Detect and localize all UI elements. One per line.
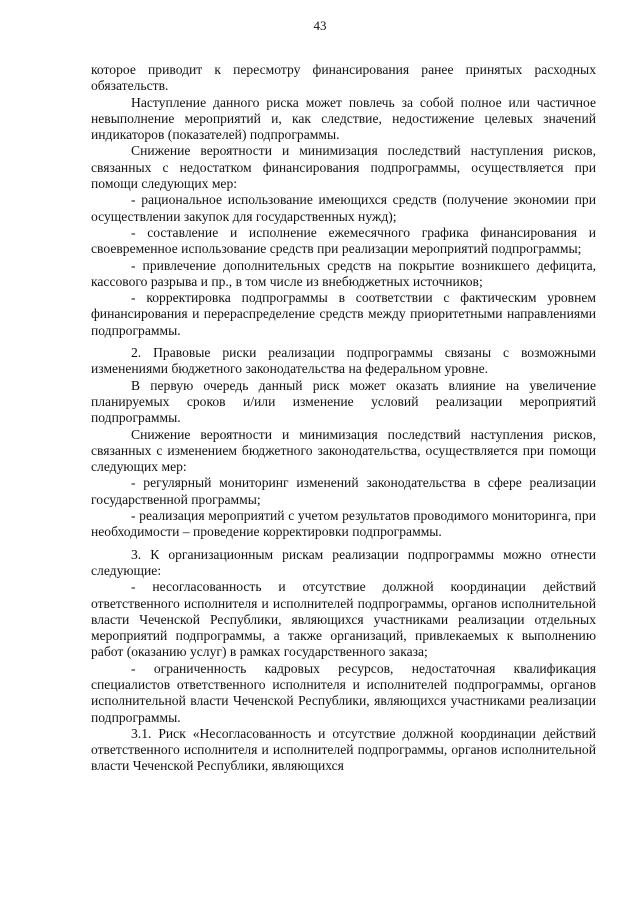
- paragraph: - рациональное использование имеющихся средств (получение экономии при осуществлении закупок для государственных нужд);: [91, 192, 596, 224]
- paragraph: - несогласованность и отсутствие должной координации действий ответственного исполнителя и исполнителей подпрограммы, органов исполнительной власти Чеченской Республики, являющихся участниками реализации отдельных мероприятий подпрограммы, а также организаций, привлекаемых к выполнению работ (оказанию услуг) в рамках государственного заказа;: [91, 579, 596, 660]
- paragraph: которое приводит к пересмотру финансирования ранее принятых расходных обязательств.: [91, 62, 596, 94]
- paragraph: - регулярный мониторинг изменений законодательства в сфере реализации государственной программы;: [91, 475, 596, 507]
- paragraph: Снижение вероятности и минимизация последствий наступления рисков, связанных с изменением бюджетного законодательства, осуществляется при помощи следующих мер:: [91, 426, 596, 475]
- document-body: [91, 62, 596, 775]
- paragraph: - корректировка подпрограммы в соответствии с фактическим уровнем финансирования и перераспределение средств между приоритетными направлениями подпрограммы.: [91, 290, 596, 338]
- paragraph: - составление и исполнение ежемесячного графика финансирования и своевременное использование средств при реализации мероприятий подпрограммы;: [91, 224, 596, 257]
- page-number: 43: [313, 18, 327, 33]
- paragraph: - ограниченность кадровых ресурсов, недостаточная квалификация специалистов ответственного исполнителя и исполнителей подпрограммы, органов исполнительной власти Чеченской Республики, являющихся участниками реализации подпрограммы.: [91, 660, 596, 725]
- paragraph: 3.1. Риск «Несогласованность и отсутствие должной координации действий ответственного исполнителя и исполнителей подпрограммы, органов исполнительной власти Чеченской Республики, являющихся: [91, 725, 596, 774]
- paragraph: - реализация мероприятий с учетом результатов проводимого мониторинга, при необходимости – проведение корректировки подпрограммы.: [91, 508, 596, 540]
- paragraph: В первую очередь данный риск может оказать влияние на увеличение планируемых сроков и/или изменение условий реализации мероприятий подпрограммы.: [91, 377, 596, 426]
- paragraph: - привлечение дополнительных средств на покрытие возникшего дефицита, кассового разрыва и пр., в том числе из внебюджетных источников;: [91, 257, 596, 289]
- paragraph: 2. Правовые риски реализации подпрограммы связаны с возможными изменениями бюджетного законодательства на федеральном уровне.: [91, 345, 596, 377]
- paragraph: Снижение вероятности и минимизация последствий наступления рисков, связанных с недостатком финансирования подпрограммы, осуществляется при помощи следующих мер:: [91, 143, 596, 192]
- paragraph: Наступление данного риска может повлечь за собой полное или частичное невыполнение мероприятий и, как следствие, недостижение целевых значений индикаторов (показателей) подпрограммы.: [91, 94, 596, 143]
- paragraph: 3. К организационным рискам реализации подпрограммы можно отнести следующие:: [91, 546, 596, 578]
